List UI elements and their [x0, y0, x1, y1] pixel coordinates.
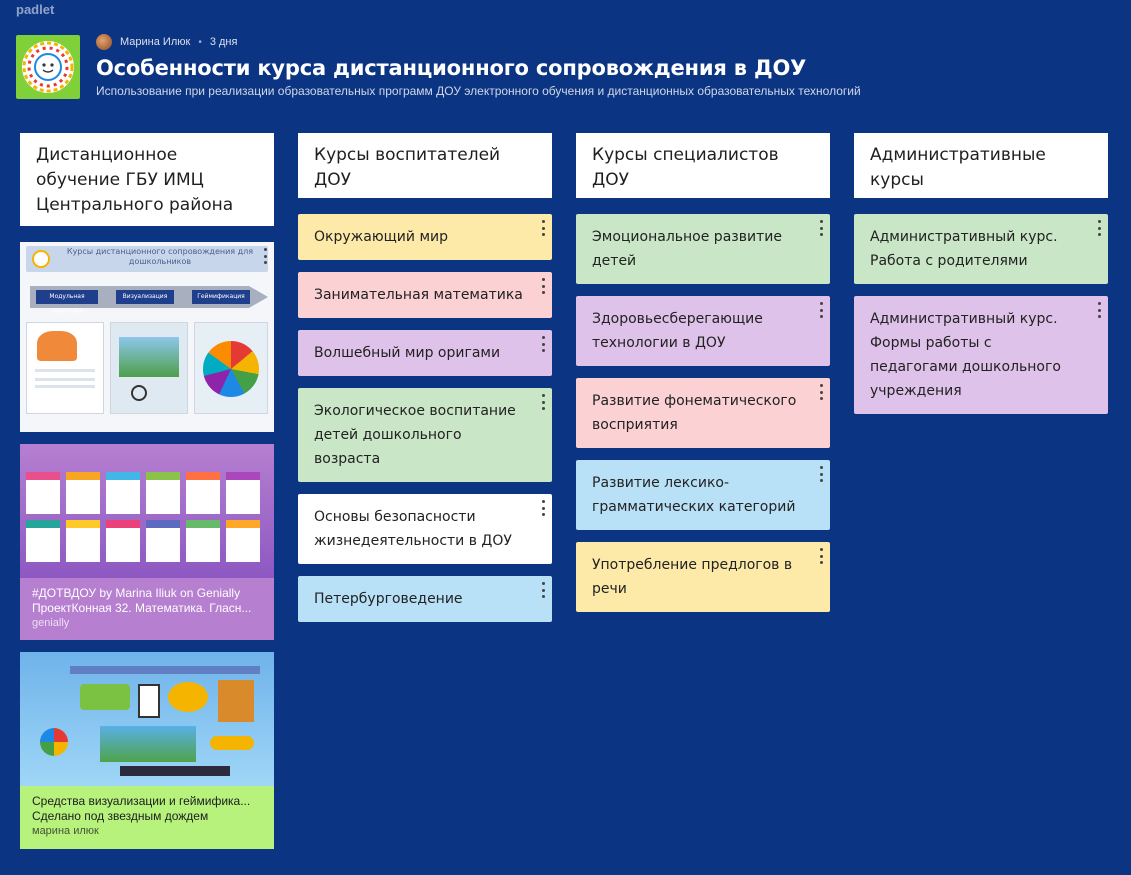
visualization-image [20, 652, 274, 786]
card-menu-button[interactable] [818, 548, 824, 564]
post-time: 3 дня [209, 36, 238, 48]
image-label-3: Геймификация [192, 290, 250, 304]
sun-icon [20, 39, 76, 95]
column-specialists [576, 133, 830, 624]
image-card-course-structure[interactable] [20, 242, 274, 432]
card-course[interactable] [298, 330, 552, 376]
card-text: Развитие фонематического восприятия [592, 393, 797, 433]
card-menu-button[interactable] [540, 220, 546, 236]
padlet-logo-text[interactable]: padlet [16, 2, 55, 17]
image-card-genially[interactable] [20, 444, 274, 640]
card-course[interactable] [576, 296, 830, 366]
padlet-logo [16, 35, 80, 99]
card-text: Здоровьесберегающие технологии в ДОУ [592, 311, 763, 351]
card-text: Употребление предлогов в речи [592, 557, 793, 597]
card-course[interactable] [576, 214, 830, 284]
column-educators [298, 133, 552, 634]
card-course[interactable] [298, 214, 552, 260]
card-text: Эмоциональное развитие детей [592, 229, 782, 269]
visualization-caption [20, 786, 274, 849]
image-label-2: Визуализация [116, 290, 174, 304]
column-title[interactable]: Курсы специалистов ДОУ [576, 133, 830, 198]
genially-title[interactable]: #ДОТВДОУ by Marina Iliuk on Genially [32, 586, 241, 600]
visualization-source: марина илюк [32, 825, 99, 837]
card-text: Петербурговедение [314, 591, 463, 607]
board-subtitle: Использование при реализации образовательных программ ДОУ электронного обучения и дистанционных образовательных технологий [96, 84, 861, 98]
card-course[interactable] [854, 214, 1108, 284]
card-text: Экологическое воспитание детей дошкольного возраста [314, 403, 516, 467]
author-avatar[interactable] [96, 34, 112, 50]
card-text: Волшебный мир оригами [314, 345, 501, 361]
card-menu-button[interactable] [818, 466, 824, 482]
card-menu-button[interactable] [540, 278, 546, 294]
card-course[interactable] [298, 388, 552, 482]
genially-caption [20, 578, 274, 640]
card-course[interactable] [576, 542, 830, 612]
card-course[interactable] [576, 378, 830, 448]
card-course[interactable] [298, 272, 552, 318]
card-menu-button[interactable] [1096, 302, 1102, 318]
author-row [96, 34, 1121, 50]
column-title[interactable]: Дистанционное обучение ГБУ ИМЦ Центрального района [20, 133, 274, 226]
column-administrative [854, 133, 1108, 426]
card-text: Административный курс. Работа с родителями [870, 229, 1058, 269]
card-course[interactable] [298, 576, 552, 622]
card-text: Окружающий мир [314, 229, 449, 245]
visualization-text: Сделано под звездным дождем [32, 809, 209, 823]
card-menu-button[interactable] [818, 384, 824, 400]
column-title[interactable]: Административные курсы [854, 133, 1108, 198]
card-course[interactable] [298, 494, 552, 564]
card-menu-button[interactable] [818, 302, 824, 318]
author-name[interactable]: Марина Илюк [120, 36, 191, 48]
card-menu-button[interactable] [540, 582, 546, 598]
visualization-title[interactable]: Средства визуализации и геймифика... [32, 794, 251, 808]
genially-text: ПроектКонная 32. Математика. Гласн... [32, 601, 252, 615]
card-text: Административный курс. Формы работы с педагогами дошкольного учреждения [870, 311, 1061, 399]
card-menu-button[interactable] [540, 500, 546, 516]
course-structure-image [20, 242, 274, 432]
image-card-visualization[interactable] [20, 652, 274, 849]
image-title-text: Курсы дистанционного сопровождения для дошкольников [66, 247, 254, 266]
card-text: Занимательная математика [314, 287, 523, 303]
separator-dot: • [198, 36, 202, 48]
card-course[interactable] [576, 460, 830, 530]
genially-image [20, 444, 274, 578]
genially-source: genially [32, 617, 70, 629]
card-text: Развитие лексико-грамматических категорий [592, 475, 796, 515]
card-course[interactable] [854, 296, 1108, 414]
card-menu-button[interactable] [540, 336, 546, 352]
card-text: Основы безопасности жизнедеятельности в ДОУ [314, 509, 512, 549]
card-menu-button[interactable] [540, 394, 546, 410]
card-menu-button[interactable] [1096, 220, 1102, 236]
board-title: Особенности курса дистанционного сопровождения в ДОУ [96, 56, 807, 80]
column-distance-learning [20, 133, 274, 861]
card-menu-button[interactable] [818, 220, 824, 236]
board-header [96, 34, 1121, 98]
image-label-1: Модульная структура [36, 290, 98, 304]
card-menu-button[interactable] [262, 248, 268, 264]
column-title[interactable]: Курсы воспитателей ДОУ [298, 133, 552, 198]
